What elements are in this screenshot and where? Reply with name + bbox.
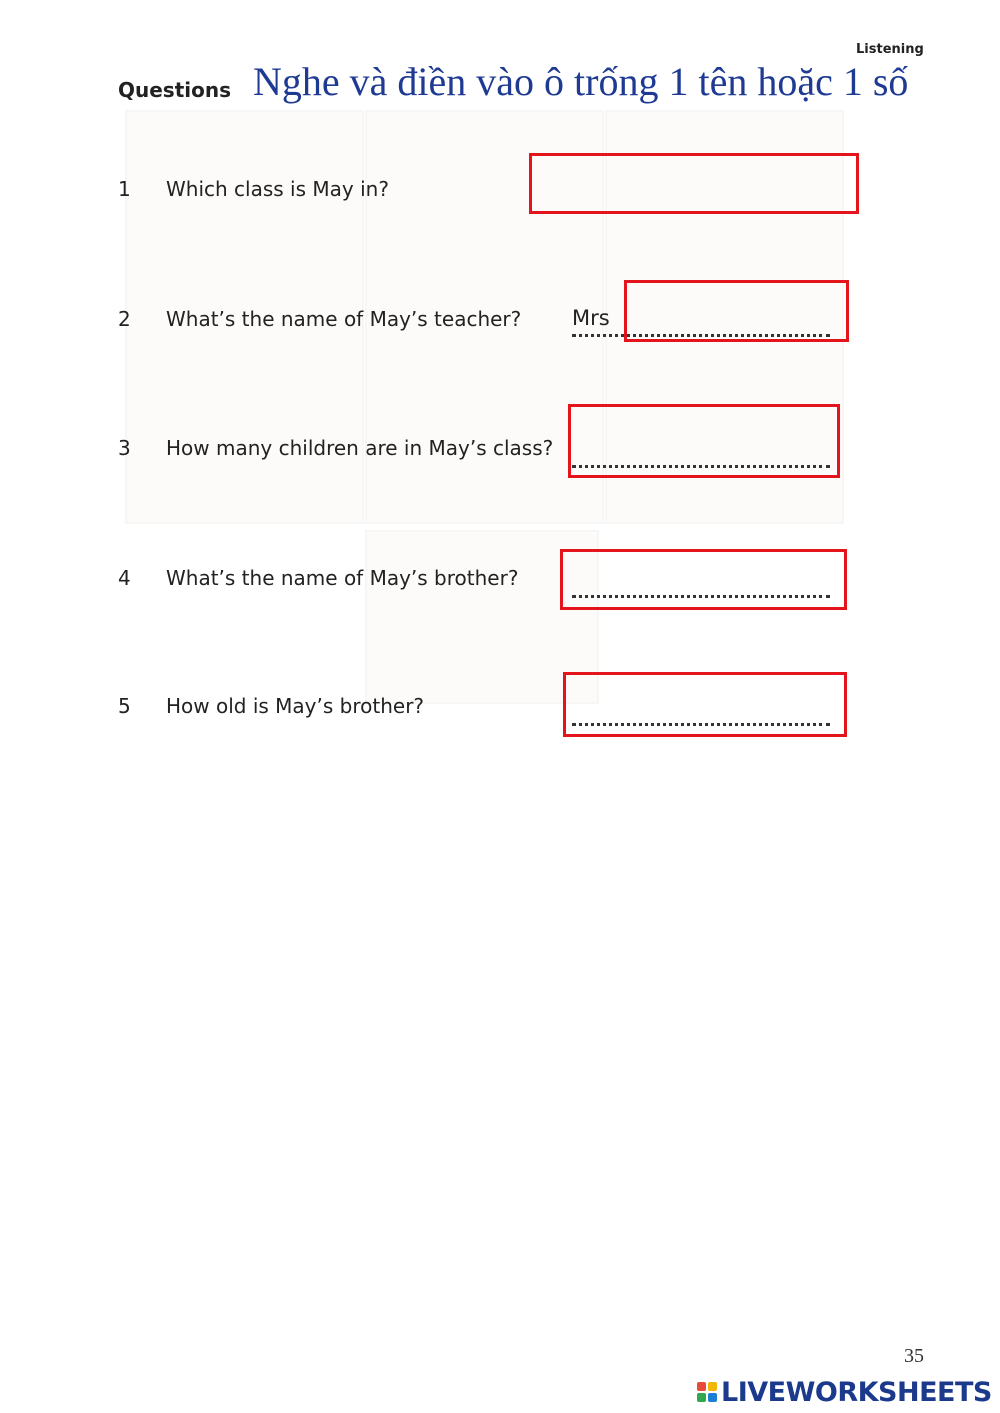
question-text: Which class is May in?	[166, 177, 389, 201]
question-number: 2	[118, 307, 131, 331]
question-text: What’s the name of May’s brother?	[166, 566, 519, 590]
answer-box-1[interactable]	[529, 153, 859, 214]
question-number: 1	[118, 177, 131, 201]
answer-box-5[interactable]	[563, 672, 847, 737]
question-number: 5	[118, 694, 131, 718]
question-text: How old is May’s brother?	[166, 694, 425, 718]
question-text: How many children are in May’s class?	[166, 436, 554, 460]
answer-box-3[interactable]	[568, 404, 840, 478]
answer-box-2[interactable]	[624, 280, 849, 342]
section-label: Listening	[856, 42, 924, 57]
answer-box-4[interactable]	[560, 549, 847, 610]
question-text: What’s the name of May’s teacher?	[166, 307, 522, 331]
liveworksheets-brand[interactable]	[697, 1376, 992, 1408]
liveworksheets-logo-icon	[697, 1382, 717, 1402]
answer-prefix: Mrs	[572, 306, 610, 330]
brand-name: LIVEWORKSHEETS	[721, 1376, 992, 1408]
question-number: 3	[118, 436, 131, 460]
page-number: 35	[904, 1345, 924, 1367]
question-number: 4	[118, 566, 131, 590]
questions-heading: Questions	[118, 78, 232, 102]
instruction-text: Nghe và điền vào ô trống 1 tên hoặc 1 số	[253, 59, 909, 104]
